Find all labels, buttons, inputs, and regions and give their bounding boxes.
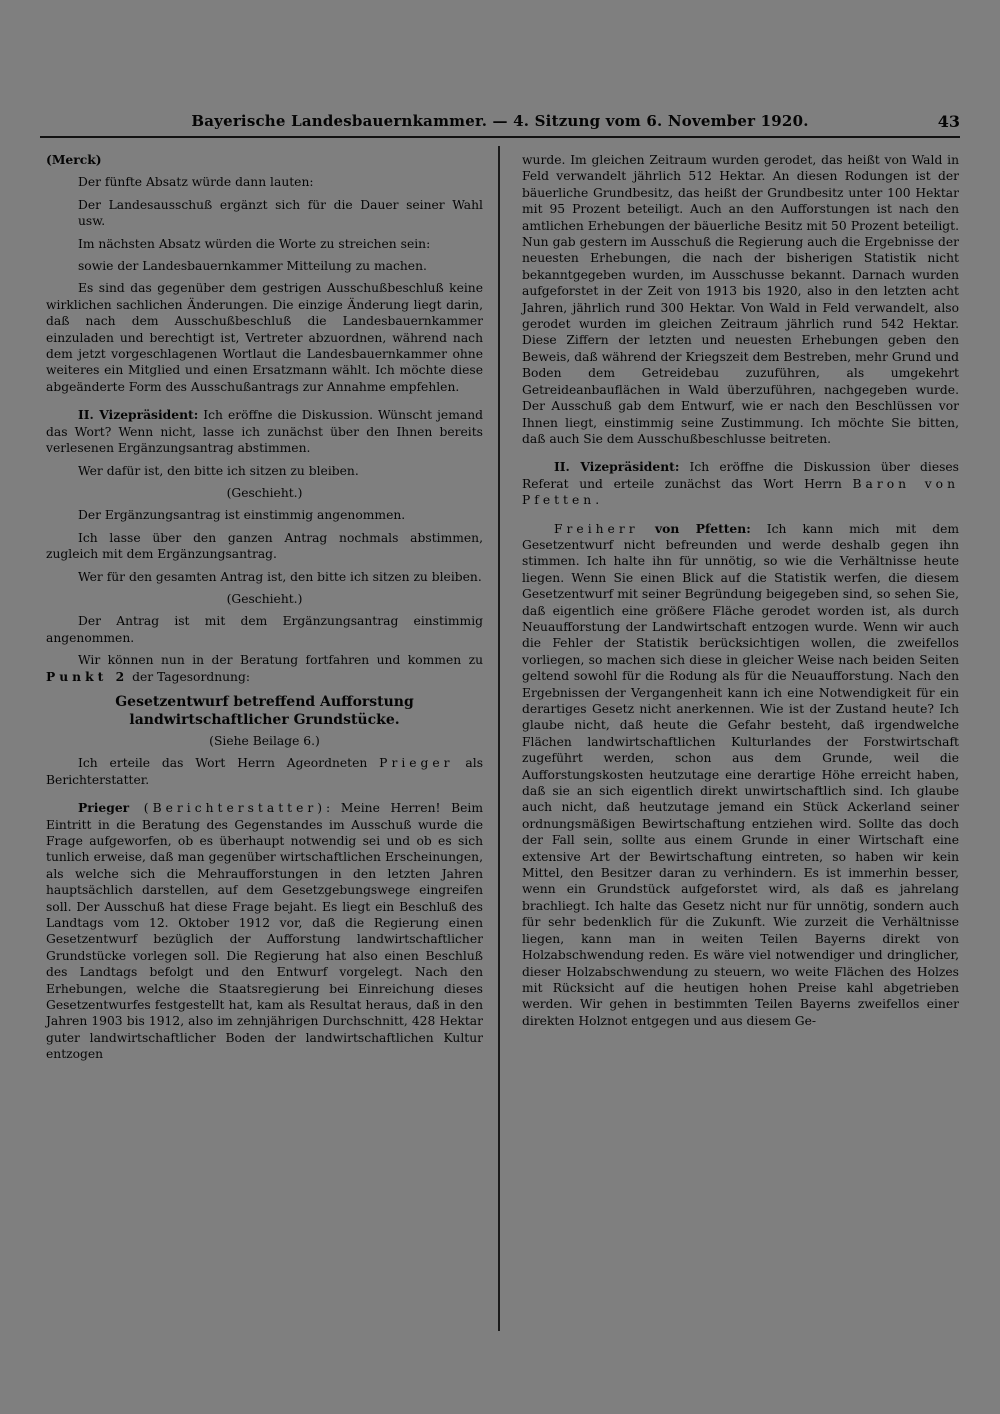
speech-text: Ich eröffne die Diskussion. Wünscht jemand das Wort? Wenn nicht, lasse ich zunächst über den Ihnen bereits verlesenen Ergänzungsantrag abstimmen.	[46, 408, 483, 456]
paragraph: Ich lasse über den ganzen Antrag nochmals abstimmen, zugleich mit dem Ergänzungsantrag.	[46, 530, 483, 562]
paragraph	[46, 407, 483, 456]
speech-text: : Meine Herren! Beim Eintritt in die Beratung des Gegenstandes im Ausschuß wurde die Frage aufgeworfen, ob es überhaupt notwendig sei und ob es sich tunlich erweise, daß man gegenüber wirtschaftlichen Erscheinungen, als welche sich die Mehraufforstungen in den letzten Jahren hauptsächlich darstellen, auf dem Gesetzgebungswege eingreifen soll. Der Ausschuß hat diese Frage bejaht. Es liegt ein Beschluß des Landtags vom 12. Oktober 1912 vor, daß die Regierung einen Gesetzentwurf bezüglich der Aufforstung landwirtschaftlicher Grundstücke vorlegen soll. Die Regierung hat also einen Beschluß des Landtags befolgt und den Entwurf vorgelegt. Nach den Erhebungen, welche die Staatsregierung bei Einreichung dieses Gesetzentwurfes festgestellt hat, kam als Resultat heraus, daß in den Jahren 1903 bis 1912, also im zehnjährigen Durchschnitt, 428 Hektar guter landwirtschaftlicher Boden der landwirtschaftlichen Kultur entzogen	[46, 801, 484, 1062]
text: der Tagesordnung:	[128, 669, 250, 684]
spaced-name: Prieger	[379, 756, 454, 771]
speaker-role: (Berichterstatter)	[129, 801, 327, 816]
paragraph: Es sind das gegenüber dem gestrigen Ausschußbeschluß keine wirklichen sachlichen Änderungen. Die einzige Änderung liegt darin, daß nach dem Ausschußbeschluß die Landesbauernkammer einzuladen und berechtigt ist, Vertreter abzuordnen, während nach dem jetzt vorgeschlagenen Wortlaut die Landesbauernkammer ohne weiteres ein Mitglied und einen Ersatzmann wählt. Ich möchte diese abgeänderte Form des Ausschußantrags zur Annahme empfehlen.	[46, 281, 483, 394]
quoted-text: sowie der Landesbauernkammer Mitteilung zu machen.	[78, 259, 427, 274]
stage-note: (Geschieht.)	[226, 485, 303, 500]
paragraph	[46, 755, 483, 788]
paragraph: Der Antrag ist mit dem Ergänzungsantrag einstimmig angenommen.	[46, 614, 483, 645]
stage-note: (Geschieht.)	[226, 591, 303, 606]
paragraph	[46, 800, 483, 1063]
left-column	[46, 152, 483, 1069]
header-title: Bayerische Landesbauernkammer. — 4. Sitzung vom 6. November 1920.	[191, 112, 809, 130]
text: .	[595, 493, 600, 508]
right-column	[522, 152, 959, 1035]
page-number: 43	[937, 112, 960, 131]
speaker-name: Prieger	[78, 800, 130, 816]
paragraph: Der Ergänzungsantrag ist einstimmig angenommen.	[78, 508, 406, 523]
speaker-name: II. Vizepräsident:	[554, 459, 680, 475]
speaker-title: Freiherr	[554, 521, 639, 536]
speech-text: Ich eröffne die Diskussion über dieses Referat und erteile zunächst das Wort Herrn	[522, 460, 959, 491]
text: Wir können nun in der Beratung fortfahren und kommen zu	[78, 653, 483, 668]
paragraph: wurde. Im gleichen Zeitraum wurden gerodet, das heißt von Wald in Feld verwandelt jährlich 512 Hektar. An diesen Rodungen ist der bäuerliche Grundbesitz, das heißt der Grundbesitz unter 100 Hektar mit 95 Prozent beteiligt. Auch an den Aufforstungen ist nach den amtlichen Erhebungen der bäuerliche Besitz mit 50 Prozent beteiligt. Nun gab gestern im Ausschuß die Regierung auch die Ergebnisse der neuesten Erhebungen, die nach der bisherigen Statistik nicht bekanntgegeben wurden, im Ausschusse bekannt. Darnach wurden aufgeforstet in der Zeit von 1913 bis 1920, also in den letzten acht Jahren, jährlich rund 300 Hektar. Von Wald in Feld verwandelt, also gerodet wurden im gleichen Zeitraum jährlich rund 542 Hektar. Diese Ziffern der letzten und neuesten Erhebungen geben den Beweis, daß während der Kriegszeit dem Bestreben, mehr Grund und Boden dem Getreidebau zuzuführen, als umgekehrt Getreideanbauflächen in Wald überzuführen, nachgegeben wurde. Der Ausschuß gab dem Entwurf, wie er nach den Beschlüssen vor Ihnen liegt, einstimmig seine Zustimmung. Ich möchte Sie bitten, daß auch Sie dem Ausschußbeschlusse beitreten.	[522, 153, 959, 446]
quoted-text: Der Landesausschuß ergänzt sich für die Dauer seiner Wahl usw.	[78, 197, 483, 229]
spaced-name: Baron von Pfetten	[522, 476, 959, 508]
speaker-note: (Merck)	[46, 152, 102, 167]
paragraph: Im nächsten Absatz würden die Worte zu streichen sein:	[78, 236, 431, 251]
paragraph: Wer dafür ist, den bitte ich sitzen zu bleiben.	[78, 463, 359, 478]
paragraph	[522, 459, 959, 508]
text: Ich erteile das Wort Herrn Ageordneten	[78, 756, 380, 771]
running-header	[40, 110, 960, 138]
text: als Berichterstatter.	[46, 756, 484, 787]
paragraph	[522, 521, 959, 1030]
speaker-name: II. Vizepräsident:	[78, 407, 199, 423]
speech-text: Ich kann mich mit dem Gesetzentwurf nicht befreunden und werde deshalb gegen ihn stimmen. Ich halte ihn für unnötig, so wie die Verhältnisse heute liegen. Wenn Sie einen Blick auf die Statistik werfen, die diesem Gesetzentwurf mit seiner Begründung beigegeben sind, so sehen Sie, daß eigentlich eine größere Fläche gerodet worden ist, als durch Neuaufforstung der Landwirtschaft entzogen wurde. Wenn wir auch die Fehler der Statistik berücksichtigen wollen, die zweifellos vorliegen, so machen sich diese in gleicher Weise nach beiden Seiten geltend sowohl für die Rodung als für die Neuaufforstung. Nach den Ergebnissen der Vergangenheit kann ich eine Notwendigkeit für ein derartiges Gesetz nicht anerkennen. Wie ist der Zustand heute? Ich glaube nicht, daß heute die Gefahr besteht, daß irgendwelche Flächen landwirtschaftlichen Kulturlandes der Forstwirtschaft zugeführt werden, schon aus dem Grunde, weil die Aufforstungskosten heutzutage eine derartige Höhe erreicht haben, daß sie an sich eigentlich direkt unwirtschaftlich sind. Ich glaube auch nicht, daß heutzutage jemand ein Stück Ackerland seiner ordnungsmäßigen Bewirtschaftung entziehen wird. Sollte das doch der Fall sein, sollte aus einem Grunde in einer Wirtschaft eine extensive Art der Bewirtschaftung eintreten, so haben wir kein Mittel, den Besitzer daran zu verhindern. Es ist immerhin besser, wenn ein Grundstück aufgeforstet wird, als daß es jahrelang brachliegt. Ich halte das Gesetz nicht nur für unnötig, sondern auch für sehr bedenklich für die Zukunft. Wie zurzeit die Verhältnisse liegen, kann man in weiten Teilen Bayerns direkt von Holzabschwendung reden. Es wäre viel notwendiger und dringlicher, dieser Holzabschwendung zu steuern, wo weite Flächen des Holzes mit Rücksicht auf die heutigen hohen Preise kahl abgetrieben werden. Wir gehen in bestimmten Teilen Bayerns zweifellos einer direkten Holznot entgegen und aus diesem Ge-	[522, 521, 960, 1028]
paragraph: Der fünfte Absatz würde dann lauten:	[78, 175, 314, 190]
spaced-text: Punkt 2	[46, 668, 129, 684]
paragraph: Wer für den gesamten Antrag ist, den bitte ich sitzen zu bleiben.	[78, 569, 482, 584]
column-divider	[498, 146, 500, 1331]
reference-note: (Siehe Beilage 6.)	[209, 733, 320, 748]
speaker-name: von Pfetten:	[638, 520, 751, 536]
paragraph	[46, 652, 483, 685]
section-heading: Gesetzentwurf betreffend Aufforstung landwirtschaftlicher Grundstücke.	[115, 693, 414, 728]
